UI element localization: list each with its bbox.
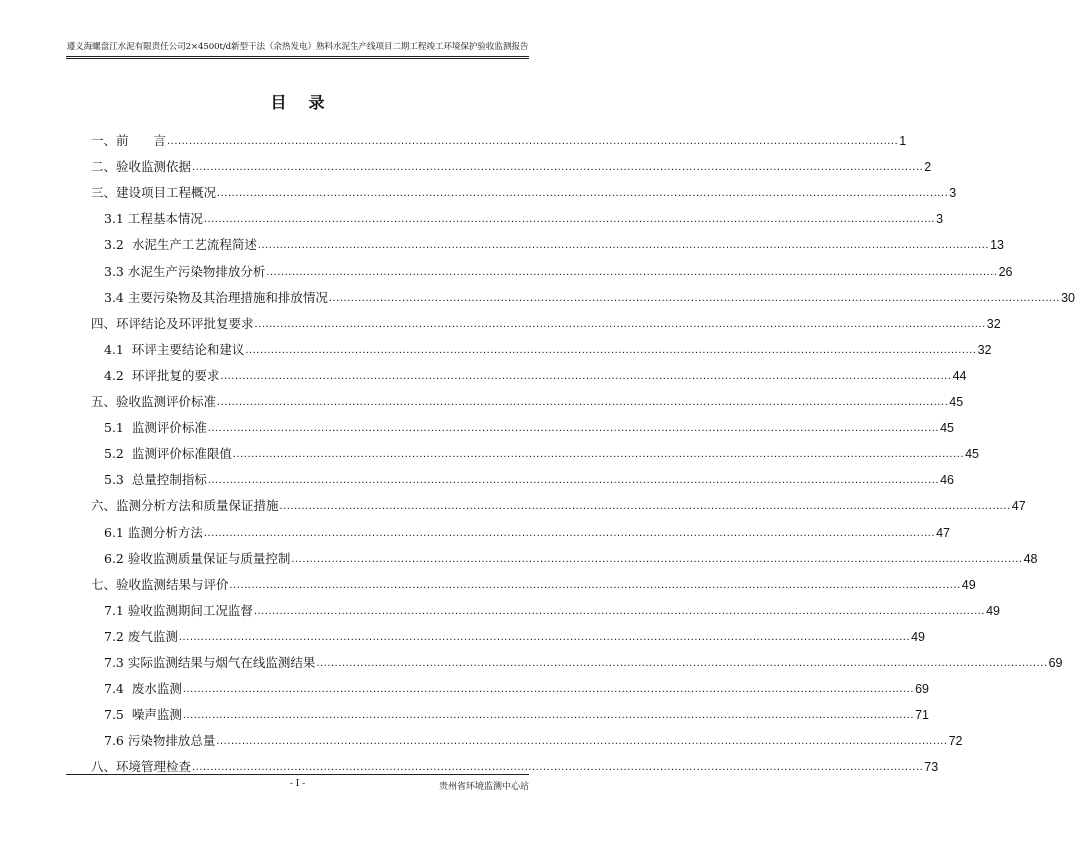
toc-entry[interactable] [104, 364, 967, 384]
toc-entry-page: 72 [948, 734, 963, 749]
toc-leader-dots: ........................................................................................................................................................................................................ [192, 161, 924, 174]
toc-entry[interactable] [104, 207, 944, 227]
toc-entry-label: 7.3 实际监测结果与烟气在线监测结果 [104, 655, 316, 670]
toc-entry-page: 3 [949, 186, 957, 201]
toc-entry[interactable] [91, 755, 939, 775]
toc-entry-page: 47 [936, 525, 950, 540]
toc-entry[interactable] [91, 129, 907, 149]
toc-entry[interactable] [91, 573, 976, 593]
toc-entry-page: 44 [952, 368, 967, 383]
toc-entry-label: 5.3 总量控制指标 [104, 472, 207, 488]
toc-leader-dots: ........................................................................................................................................................................................................ [182, 709, 915, 722]
toc-entry[interactable] [104, 260, 1013, 280]
toc-entry-page: 49 [961, 577, 976, 592]
toc-entry-label: 一、前 言 [91, 133, 167, 148]
toc-entry-page: 46 [940, 473, 954, 488]
toc-entry-page: 26 [998, 264, 1013, 279]
toc-leader-dots: ........................................................................................................................................................................................................ [316, 657, 1048, 669]
toc-entry[interactable] [104, 729, 963, 749]
toc-entry-label: 4.2 环评批复的要求 [104, 367, 220, 383]
toc-entry[interactable] [104, 338, 992, 358]
toc-entry[interactable] [104, 233, 1004, 253]
toc-entry-label: 6.1 监测分析方法 [104, 524, 203, 540]
toc-entry[interactable] [104, 521, 950, 541]
toc-leader-dots: ........................................................................................................................................................................................................ [257, 239, 990, 252]
toc-leader-dots: ........................................................................................................................................................................................................ [203, 526, 936, 539]
toc-entry[interactable] [104, 599, 1000, 619]
footer-page-number: - I - [289, 779, 306, 789]
toc-entry-label: 3.1 工程基本情况 [104, 211, 203, 227]
footer-rule [66, 774, 529, 775]
toc-leader-dots: ........................................................................................................................................................................................................ [266, 265, 998, 278]
toc-entry-page: 49 [911, 629, 925, 644]
toc-entry-page: 32 [986, 316, 1001, 331]
toc-entry-label: 3.2 水泥生产工艺流程简述 [104, 237, 257, 253]
toc-leader-dots: ........................................................................................................................................................................................................ [220, 369, 952, 382]
toc-entry-label: 六、监测分析方法和质量保证措施 [91, 498, 279, 514]
toc-entry-page: 45 [949, 395, 964, 409]
footer-organization: 贵州省环境监测中心站 [438, 782, 529, 792]
toc-leader-dots: ........................................................................................................................................................................................................ [229, 578, 961, 591]
toc-leader-dots: ........................................................................................................................................................................................................ [217, 187, 949, 200]
toc-entry-label: 3.4 主要污染物及其治理措施和排放情况 [104, 289, 328, 305]
toc-entry[interactable] [91, 155, 932, 175]
toc-leader-dots: ........................................................................................................................................................................................................ [178, 630, 911, 643]
toc-leader-dots: ........................................................................................................................................................................................................ [207, 422, 940, 435]
toc-entry-label: 6.2 验收监测质量保证与质量控制 [104, 550, 291, 566]
toc-leader-dots: ........................................................................................................................................................................................................ [167, 135, 899, 147]
toc-entry-label: 七、验收监测结果与评价 [91, 576, 229, 592]
toc-entry-label: 5.1 监测评价标准 [104, 420, 207, 436]
toc-entry[interactable] [91, 494, 1026, 514]
toc-leader-dots: ........................................................................................................................................................................................................ [192, 761, 924, 774]
toc-entry-page: 13 [990, 238, 1004, 253]
toc-entry[interactable] [104, 286, 1075, 306]
toc-entry-label: 7.5 噪声监测 [104, 707, 182, 723]
toc-entry[interactable] [91, 390, 964, 410]
toc-entry[interactable] [91, 181, 957, 201]
toc-entry-page: 1 [899, 134, 907, 148]
toc-entry-page: 30 [1061, 290, 1075, 305]
toc-leader-dots: ........................................................................................................................................................................................................ [291, 552, 1023, 565]
toc-entry-label: 八、环境管理检查 [91, 759, 192, 775]
toc-entry-page: 3 [936, 212, 944, 227]
toc-entry-page: 47 [1011, 499, 1026, 514]
toc-leader-dots: ........................................................................................................................................................................................................ [217, 396, 949, 408]
toc-leader-dots: ........................................................................................................................................................................................................ [207, 474, 940, 487]
toc-leader-dots: ........................................................................................................................................................................................................ [328, 291, 1061, 304]
toc-leader-dots: ........................................................................................................................................................................................................ [232, 448, 965, 461]
toc-entry[interactable] [91, 312, 1001, 332]
toc-entry-page: 69 [1048, 656, 1063, 670]
toc-entry[interactable] [104, 442, 979, 462]
toc-entry-page: 2 [924, 160, 932, 175]
toc-leader-dots: ........................................................................................................................................................................................................ [216, 735, 948, 748]
header-rule-bottom [66, 58, 529, 59]
toc-leader-dots: ........................................................................................................................................................................................................ [279, 500, 1011, 513]
toc-entry-label: 7.6 污染物排放总量 [104, 733, 216, 749]
toc-entry-page: 73 [924, 760, 939, 775]
running-header: 遵义海螺盘江水泥有限责任公司2×4500t/d新型干法（余热发电）熟料水泥生产线项目二期工程竣工环境保护验收监测报告 [66, 42, 529, 52]
toc-entry-label: 3.3 水泥生产污染物排放分析 [104, 263, 266, 279]
toc-entry-label: 二、验收监测依据 [91, 159, 192, 175]
toc-entry-page: 48 [1023, 551, 1038, 566]
toc-entry-page: 71 [915, 708, 929, 723]
toc-entry-label: 5.2 监测评价标准限值 [104, 446, 232, 462]
toc-entry[interactable] [104, 625, 925, 645]
toc-leader-dots: ........................................................................................................................................................................................................ [182, 683, 915, 696]
toc-entry-label: 4.1 环评主要结论和建议 [104, 341, 245, 357]
toc-entry-page: 49 [986, 603, 1000, 618]
toc-leader-dots: ........................................................................................................................................................................................................ [253, 604, 986, 617]
toc-leader-dots: ........................................................................................................................................................................................................ [203, 213, 936, 226]
toc-entry-page: 45 [965, 447, 979, 462]
toc-entry[interactable] [104, 416, 954, 436]
header-rule-top [66, 56, 529, 57]
toc-entry[interactable] [104, 677, 929, 697]
toc-entry-label: 7.4 废水监测 [104, 681, 182, 697]
toc-leader-dots: ........................................................................................................................................................................................................ [245, 343, 977, 356]
toc-entry-label: 五、验收监测评价标准 [91, 394, 217, 409]
toc-entry-label: 三、建设项目工程概况 [91, 185, 217, 201]
toc-title: 目录 [270, 93, 347, 112]
toc-entry-page: 45 [940, 421, 954, 436]
toc-entry[interactable] [104, 703, 929, 723]
toc-entry-label: 7.1 验收监测期间工况监督 [104, 602, 253, 618]
toc-leader-dots: ........................................................................................................................................................................................................ [254, 317, 986, 330]
toc-entry-label: 四、环评结论及环评批复要求 [91, 315, 254, 331]
toc-entry-label: 7.2 废气监测 [104, 628, 178, 644]
toc-entry-page: 32 [977, 342, 992, 357]
toc-entry[interactable] [104, 547, 1038, 567]
toc-entry[interactable] [104, 468, 954, 488]
toc-entry-page: 69 [915, 682, 929, 697]
toc-entry[interactable] [104, 651, 1063, 671]
